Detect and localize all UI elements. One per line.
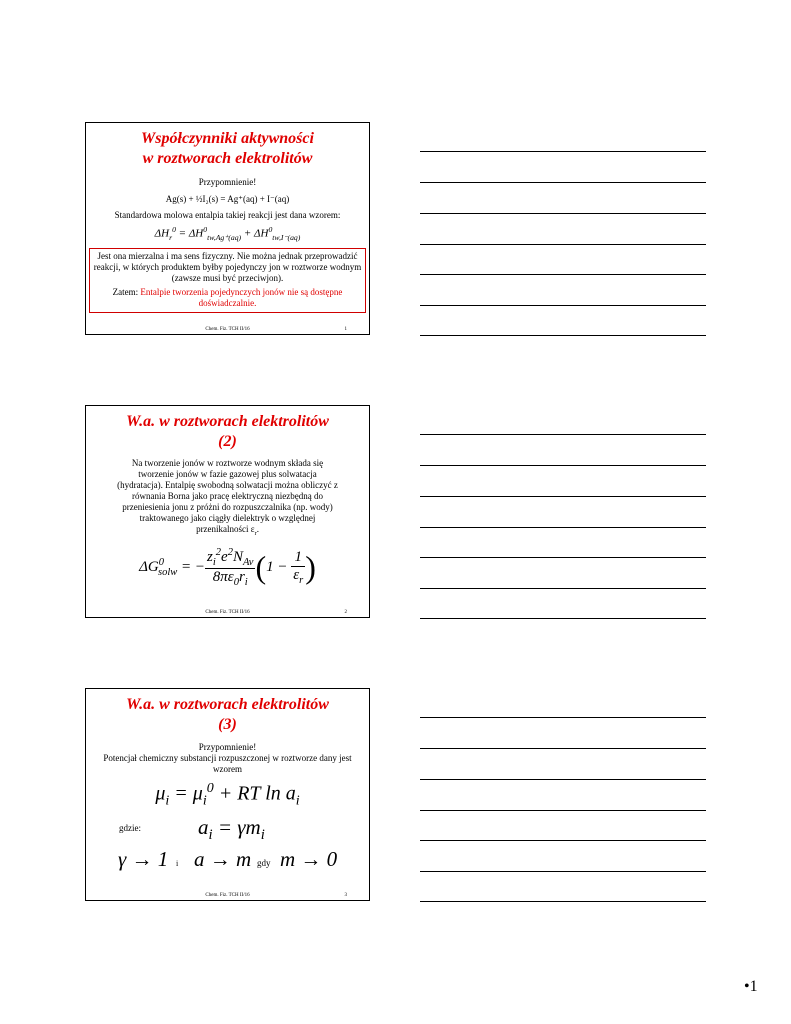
note-line (420, 274, 706, 275)
slide-3-limit-row (86, 846, 369, 872)
slide-3-chemical-potential-equation: $\mu_i = \mu_i^0$ + RT $\ln a_i$ (155, 781, 300, 809)
slide-1-intro: Standardowa molowa entalpia takiej reakcji jest dana wzorem: (114, 210, 341, 220)
note-line (420, 810, 706, 811)
slide-1-reaction: Ag(s) + ½I₂(s) = Ag⁺(aq) + I⁻(aq) (165, 194, 290, 204)
slide-1-note-box (89, 248, 366, 313)
slide-2-footer-source: Chem. Fiz. TCH II/16 (205, 610, 250, 615)
slide-3-and: i (176, 858, 179, 868)
note-line (420, 151, 706, 152)
slide-1-conclusion-label: Zatem: (112, 286, 139, 297)
note-line (420, 465, 706, 466)
slide-2-number: 2 (344, 610, 347, 615)
slide-3-title (86, 695, 369, 735)
slide-2 (85, 405, 370, 618)
slide-3-number: 3 (344, 893, 347, 898)
slide-1-title (86, 129, 369, 169)
slide-2-title-line2: (2) (218, 433, 237, 450)
slide-3-activity-equation: $a_i = \gamma m_i$ (198, 814, 265, 843)
note-line (420, 779, 706, 780)
note-line (420, 434, 706, 435)
slide-3-m-limit: m → 0 (280, 846, 338, 871)
slide-3-activity-row (86, 814, 369, 842)
note-line (420, 748, 706, 749)
slide-3-gamma-limit: γ → 1 (118, 846, 169, 871)
slide-1-title-line1: Współczynniki aktywności (141, 130, 314, 147)
note-line (420, 496, 706, 497)
note-line (420, 871, 706, 872)
note-line (420, 717, 706, 718)
slide-2-title-line1: W.a. w roztworach elektrolitów (126, 413, 329, 430)
slide-1-conclusion-red: Entalpie tworzenia pojedynczych jonów nie są dostępne doświadczalnie. (140, 286, 343, 308)
slide-1-title-line2: w roztworach elektrolitów (142, 150, 313, 167)
page-number: •1 (744, 978, 758, 995)
slide-1-note-text: Jest ona mierzalna i ma sens fizyczny. Nie można jednak przeprowadzić reakcji, w których produktem byłby pojedynczy jon w roztworze wodnym (zawsze musi być przeciwjon). (93, 250, 362, 283)
slide-1-number: 1 (344, 327, 347, 332)
slide-1-recall: Przypomnienie! (198, 177, 257, 187)
slide-3-footer-source: Chem. Fiz. TCH II/16 (205, 893, 250, 898)
note-line (420, 182, 706, 183)
slide-3-a-limit: a → m (194, 846, 252, 871)
slide-3-intro: Potencjał chemiczny substancji rozpuszczonej w roztworze dany jest wzorem (103, 753, 352, 774)
note-line (420, 840, 706, 841)
slide-3-title-line1: W.a. w roztworach elektrolitów (126, 696, 329, 713)
note-line (420, 244, 706, 245)
note-line (420, 557, 706, 558)
note-line (420, 901, 706, 902)
slide-1-footer-source: Chem. Fiz. TCH II/16 (205, 327, 250, 332)
slide-2-born-equation: $\Delta G^0_{solw}$ = − $\frac{z_i^2e^2N_{Av}}{8\pi\varepsilon_0r_i}$ (1 − $\frac{1}{\varepsilon_r}$ ) (139, 546, 316, 588)
note-line (420, 527, 706, 528)
note-line (420, 588, 706, 589)
slide-2-paragraph-sub: r (254, 529, 257, 537)
slide-2-title (86, 412, 369, 452)
slide-3-recall: Przypomnienie! (198, 742, 257, 752)
slide-2-paragraph-text: Na tworzenie jonów w roztworze wodnym składa się tworzenie jonów w fazie gazowej plus solwatacja (hydratacja). Entalpię swobodną solwatacji można obliczyć z równania Borna jako pracę elektryczną niezbędną do przeniesienia jonu z próżni do rozpuszczalnika (np. wody) traktowanego jako ciągły dielektryk o względnej przenikalności ε (117, 458, 338, 534)
slide-3-title-line2: (3) (218, 716, 237, 733)
slide-1-enthalpy-equation: $\Delta H_r^0 = \Delta H^0_{tw,Ag^+(aq)} + \Delta H^0_{tw,I^-(aq)}$ (154, 225, 301, 242)
note-line (420, 305, 706, 306)
slide-1 (85, 122, 370, 335)
note-line (420, 618, 706, 619)
slide-3-where: gdzie: (119, 822, 141, 833)
note-line (420, 335, 706, 336)
slide-2-paragraph-end: . (256, 524, 259, 534)
slide-3 (85, 688, 370, 901)
slide-1-conclusion (93, 287, 362, 309)
note-line (420, 213, 706, 214)
slide-3-when: gdy (257, 857, 271, 868)
slide-2-paragraph (116, 458, 339, 539)
